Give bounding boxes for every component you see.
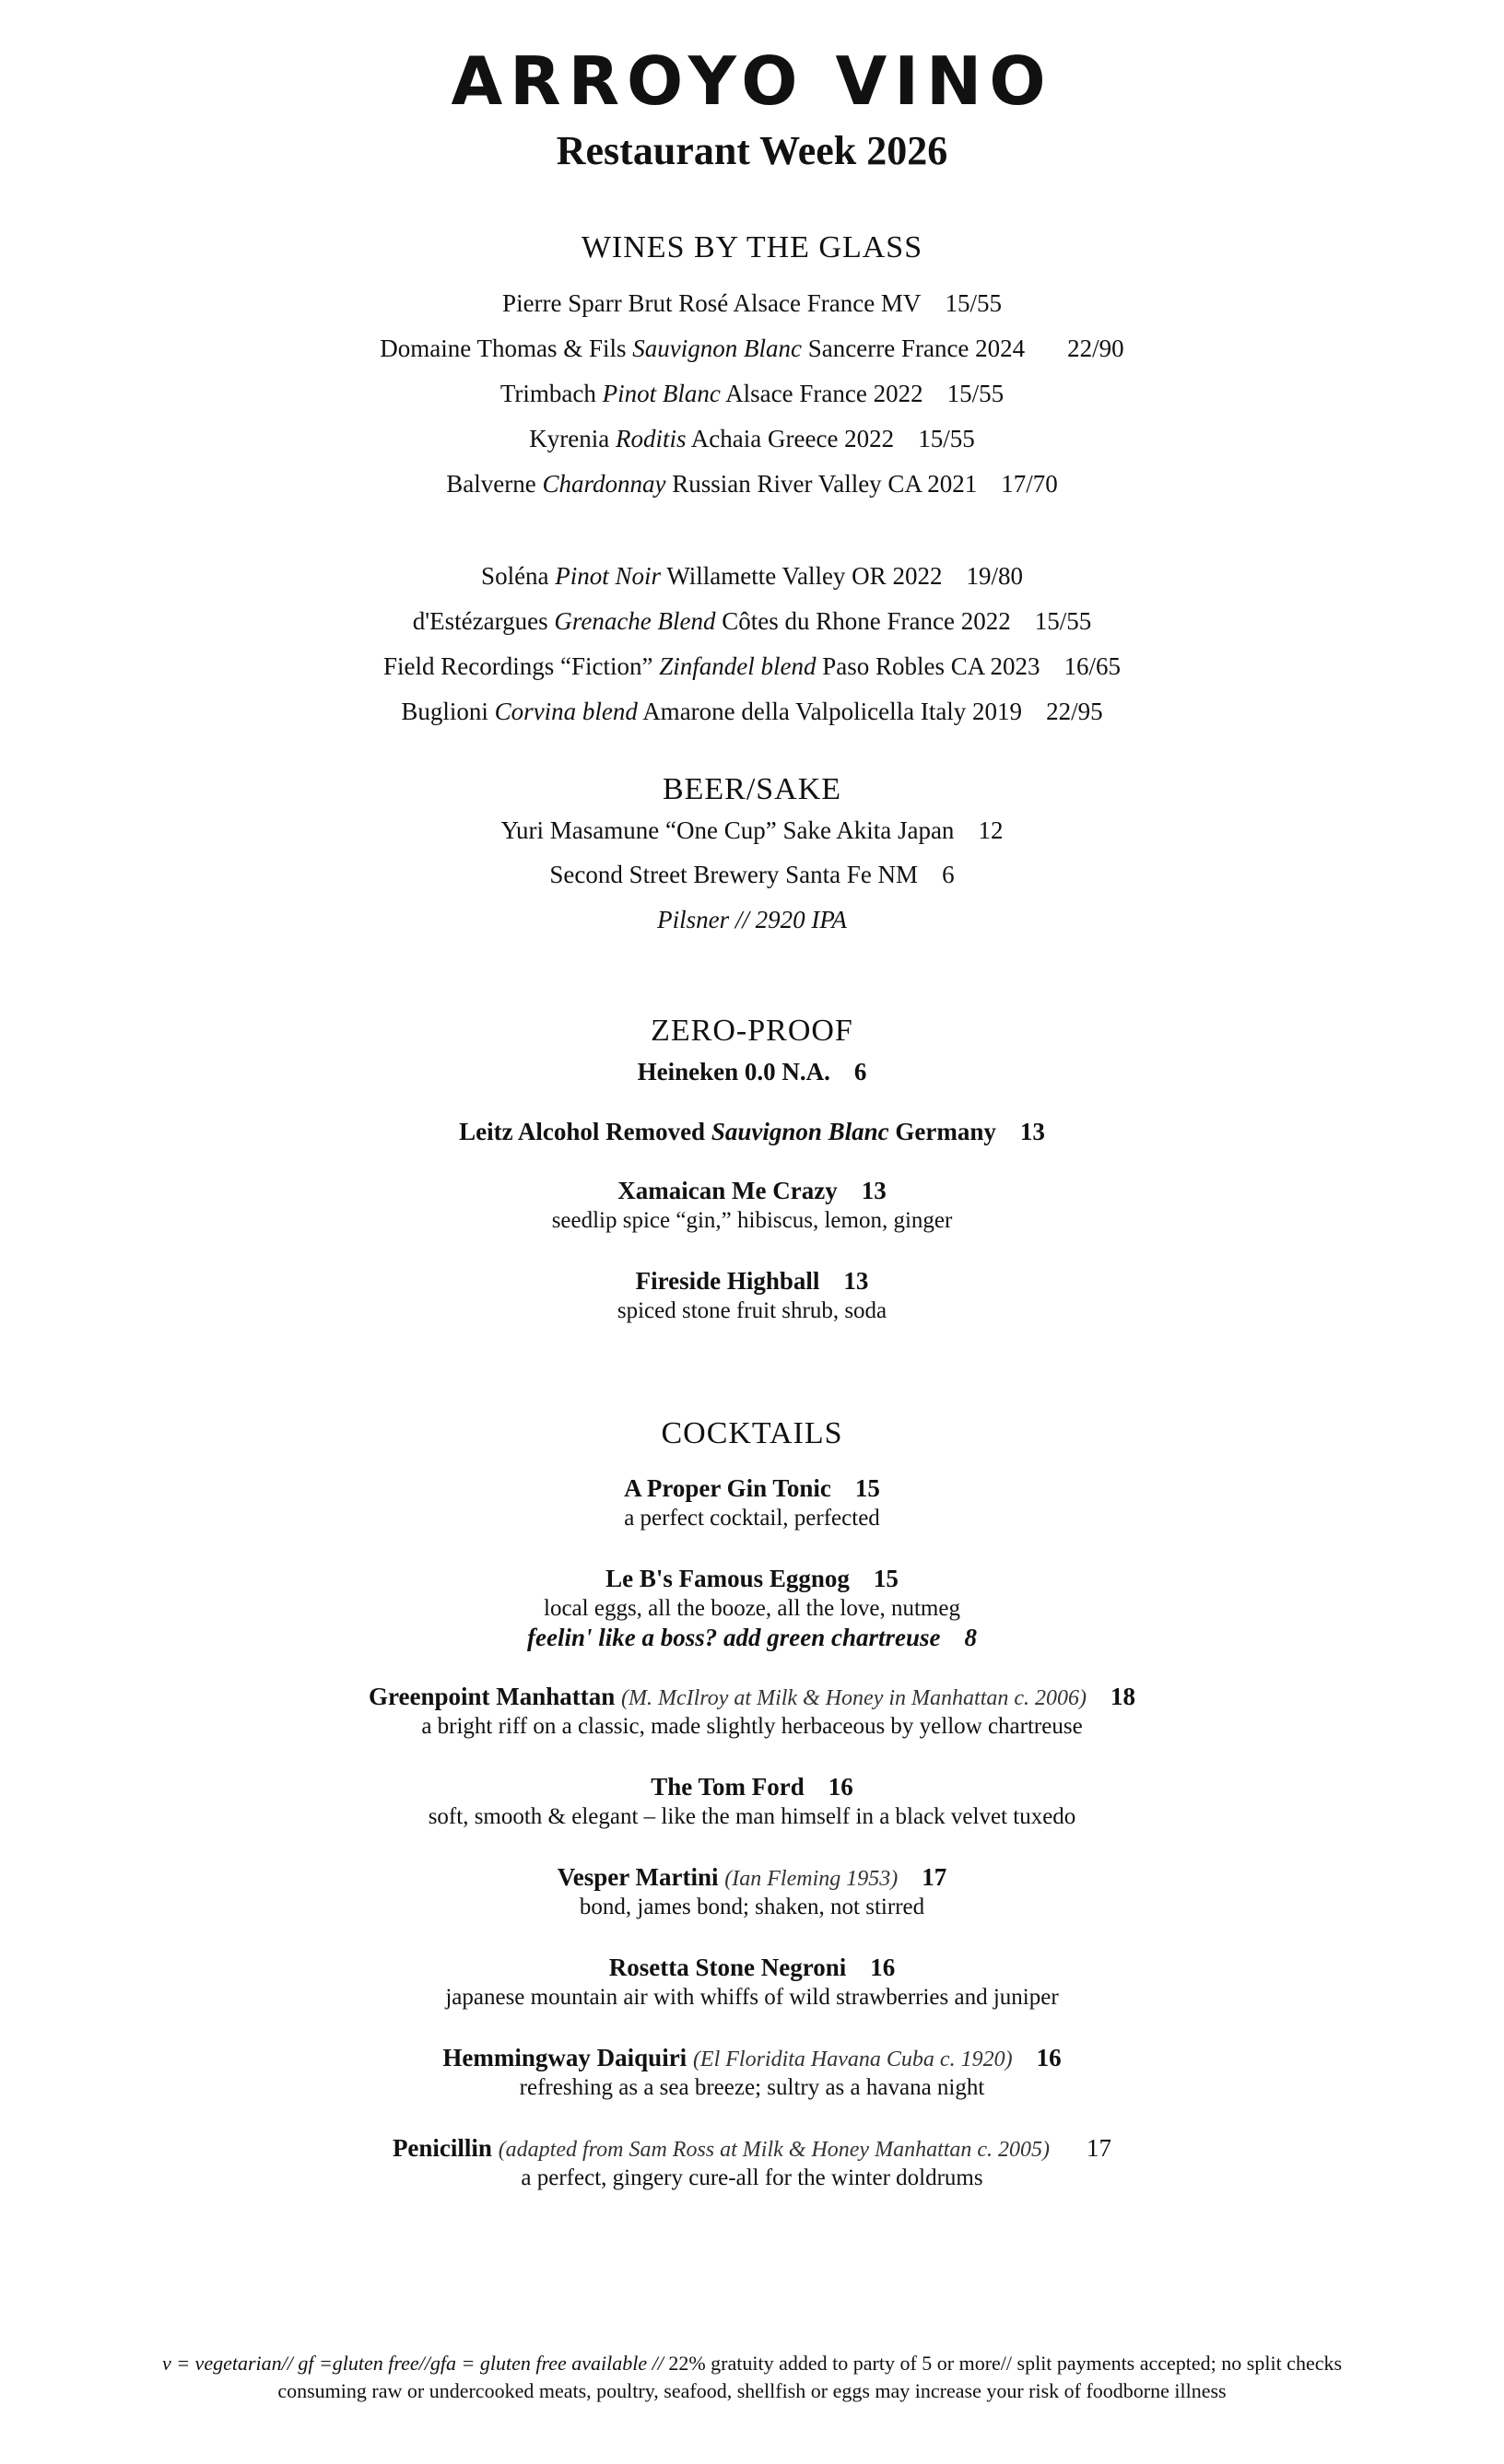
wine-producer: Trimbach <box>499 380 596 407</box>
wine-name: Pierre Sparr Brut Rosé Alsace France MV <box>502 289 922 317</box>
cocktail-description: bond, james bond; shaken, not stirred <box>579 1895 925 1919</box>
wine-producer: d'Estézargues <box>412 607 548 635</box>
beer-price: 12 <box>978 816 1004 844</box>
beer-price: 6 <box>942 861 955 888</box>
addon-price: 8 <box>964 1624 977 1651</box>
beer-row <box>0 861 1504 889</box>
wine-row <box>0 425 1504 453</box>
zero-proof-row <box>0 1118 1504 1146</box>
cocktail-price: 15 <box>854 1474 880 1502</box>
wine-row <box>0 562 1504 591</box>
cocktail-row <box>0 1954 1504 1982</box>
cocktail-price: 16 <box>870 1954 896 1981</box>
cocktail-credit: (M. McIlroy at Milk & Honey in Manhattan c. 2006) <box>621 1686 1087 1710</box>
item-description: spiced stone fruit shrub, soda <box>617 1298 887 1323</box>
wine-price: 16/65 <box>1063 652 1121 680</box>
wine-price: 15/55 <box>946 380 1005 407</box>
cocktail-row <box>0 2044 1504 2072</box>
wine-price: 15/55 <box>1034 607 1092 635</box>
footer-policy <box>0 2352 1504 2376</box>
cocktail-price: 16 <box>828 1773 853 1801</box>
cocktail-price: 18 <box>1110 1683 1135 1710</box>
beer-name: Second Street Brewery Santa Fe NM <box>549 861 919 888</box>
item-name: Heineken 0.0 N.A. <box>637 1058 830 1085</box>
wine-price: 15/55 <box>945 289 1002 317</box>
wine-row <box>0 652 1504 681</box>
item-price: 13 <box>861 1177 887 1204</box>
wine-region: Sancerre France 2024 <box>807 334 1026 362</box>
footer-legend: v = vegetarian// gf =gluten free//gfa = gluten free available // <box>161 2352 664 2375</box>
item-price: 13 <box>843 1267 869 1295</box>
page-subtitle: Restaurant Week 2026 <box>556 128 948 173</box>
wine-row <box>0 289 1504 318</box>
cocktail-description: refreshing as a sea breeze; sultry as a havana night <box>519 2075 985 2100</box>
cocktail-description: a perfect, gingery cure-all for the winter doldrums <box>521 2165 983 2190</box>
wine-region: Willamette Valley OR 2022 <box>666 562 943 590</box>
section-heading-cocktails: COCKTAILS <box>661 1416 843 1450</box>
cocktail-row <box>0 1773 1504 1801</box>
section-heading-zero-proof: ZERO-PROOF <box>651 1014 853 1048</box>
item-region: Germany <box>895 1118 996 1145</box>
wine-row <box>0 380 1504 408</box>
wine-varietal: Pinot Blanc <box>602 380 721 407</box>
wine-price: 22/90 <box>1067 334 1124 362</box>
footer-warning: consuming raw or undercooked meats, poultry, seafood, shellfish or eggs may increase your risk of foodborne illness <box>277 2379 1227 2402</box>
cocktail-row <box>0 1474 1504 1503</box>
wine-producer: Buglioni <box>401 698 488 725</box>
wine-varietal: Corvina blend <box>494 698 638 725</box>
cocktail-price: 16 <box>1036 2044 1062 2071</box>
cocktail-row <box>0 1683 1504 1711</box>
wine-region: Achaia Greece 2022 <box>690 425 895 452</box>
cocktail-name: The Tom Ford <box>651 1773 805 1801</box>
cocktail-description: local eggs, all the booze, all the love, nutmeg <box>544 1596 960 1621</box>
wine-row <box>0 698 1504 726</box>
item-varietal: Sauvignon Blanc <box>711 1118 889 1145</box>
addon-text: feelin' like a boss? add green chartreuse <box>527 1624 941 1651</box>
wine-varietal: Roditis <box>616 425 687 452</box>
cocktail-name: Penicillin <box>392 2134 492 2162</box>
item-name: Fireside Highball <box>635 1267 820 1295</box>
cocktail-name: A Proper Gin Tonic <box>624 1474 831 1502</box>
cocktail-credit: (El Floridita Havana Cuba c. 1920) <box>692 2047 1013 2071</box>
cocktail-row <box>0 2134 1504 2163</box>
cocktail-description: japanese mountain air with whiffs of wild strawberries and juniper <box>445 1985 1059 2010</box>
cocktail-addon <box>0 1624 1504 1652</box>
wine-row <box>0 334 1504 363</box>
wine-varietal: Chardonnay <box>542 470 666 498</box>
cocktail-name: Hemmingway Daiquiri <box>442 2044 687 2071</box>
wine-producer: Field Recordings “Fiction” <box>383 652 653 680</box>
wine-varietal: Sauvignon Blanc <box>632 334 803 362</box>
cocktail-name: Rosetta Stone Negroni <box>608 1954 847 1981</box>
zero-proof-row <box>0 1177 1504 1205</box>
wine-varietal: Zinfandel blend <box>659 652 817 680</box>
section-heading-beer-sake: BEER/SAKE <box>662 772 842 806</box>
wine-price: 22/95 <box>1046 698 1103 725</box>
item-description: seedlip spice “gin,” hibiscus, lemon, ginger <box>551 1208 953 1233</box>
wine-varietal: Grenache Blend <box>554 607 716 635</box>
cocktail-name: Vesper Martini <box>557 1863 719 1891</box>
wine-price: 19/80 <box>966 562 1023 590</box>
item-name: Xamaican Me Crazy <box>617 1177 838 1204</box>
cocktail-row <box>0 1863 1504 1892</box>
zero-proof-row <box>0 1267 1504 1296</box>
wine-producer: Domaine Thomas & Fils <box>380 334 627 362</box>
zero-proof-row <box>0 1058 1504 1086</box>
item-price: 6 <box>853 1058 867 1085</box>
wine-producer: Kyrenia <box>529 425 610 452</box>
cocktail-price: 17 <box>922 1863 947 1891</box>
cocktail-description: soft, smooth & elegant – like the man himself in a black velvet tuxedo <box>428 1804 1076 1829</box>
item-price: 13 <box>1019 1118 1045 1145</box>
cocktail-credit: (adapted from Sam Ross at Milk & Honey Manhattan c. 2005) <box>498 2138 1051 2162</box>
wine-row <box>0 607 1504 636</box>
cocktail-description: a perfect cocktail, perfected <box>624 1506 880 1531</box>
wine-price: 17/70 <box>1001 470 1058 498</box>
cocktail-name: Le B's Famous Eggnog <box>605 1565 850 1592</box>
wine-producer: Balverne <box>446 470 536 498</box>
cocktail-price: 15 <box>873 1565 899 1592</box>
wine-region: Alsace France 2022 <box>725 380 923 407</box>
footer-policy-text: 22% gratuity added to party of 5 or more// split payments accepted; no split checks <box>668 2352 1343 2375</box>
wine-producer: Soléna <box>481 562 549 590</box>
beer-styles: Pilsner // 2920 IPA <box>657 906 847 933</box>
item-name: Leitz Alcohol Removed <box>459 1118 706 1145</box>
cocktail-credit: (Ian Fleming 1953) <box>724 1867 899 1891</box>
beer-row <box>0 816 1504 845</box>
wine-price: 15/55 <box>918 425 975 452</box>
section-heading-wines: WINES BY THE GLASS <box>581 230 923 264</box>
cocktail-row <box>0 1565 1504 1593</box>
wine-region: Russian River Valley CA 2021 <box>672 470 978 498</box>
beer-name: Yuri Masamune “One Cup” Sake Akita Japan <box>500 816 955 844</box>
wine-row <box>0 470 1504 499</box>
restaurant-logo: ARROYO VINO <box>451 42 1053 120</box>
cocktail-name: Greenpoint Manhattan <box>368 1683 616 1710</box>
cocktail-description: a bright riff on a classic, made slightly herbaceous by yellow chartreuse <box>421 1714 1083 1739</box>
wine-region: Amarone della Valpolicella Italy 2019 <box>642 698 1023 725</box>
cocktail-price: 17 <box>1087 2134 1112 2162</box>
wine-varietal: Pinot Noir <box>555 562 662 590</box>
wine-region: Paso Robles CA 2023 <box>822 652 1040 680</box>
wine-region: Côtes du Rhone France 2022 <box>722 607 1011 635</box>
